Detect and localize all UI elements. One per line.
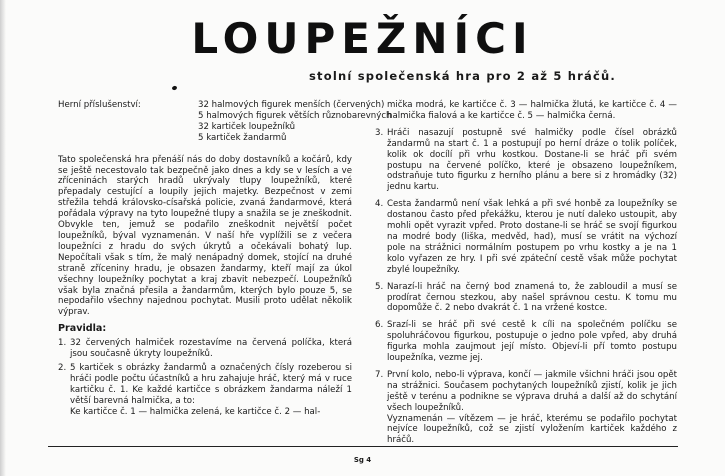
rule-number: 1. (58, 338, 67, 349)
rule-item (375, 199, 677, 275)
rule-item (375, 320, 677, 364)
rule-number: 4. (375, 199, 384, 210)
rule-number: 3. (375, 127, 384, 138)
rule-text: Cesta žandarmů není však lehká a při své honbě za loupežníky se dostanou často před překážku, kterou je nutí daleko ustoupit, aby mohli opět vyrazit vpřed. Proto dostane-li se hráč se svojí figurkou na modré body (liška, medvěd, had), musí se vrátit na výchozí pole na strážnici normálním postupem po vrhu kostky a je na 1 kolo vyřazen ze hry. I při své zpáteční cestě však může pochytat zbylé loupežníky. (387, 199, 677, 275)
accessory-item: 5 halmových figurek větších různobarevných (198, 110, 392, 121)
rules-heading: Pravidla: (58, 323, 107, 335)
intro-paragraph: Tato společenská hra přenáší nás do doby dostavníků a kočárů, kdy se ještě necestovalo tak bezpečně jako dnes a kdy se v lesích a ve zříceninách starých hradů ukrývaly tlupy loupežníků, které přepadaly cestující a loupily jejich majetky. Bezpečnost v zemi střežila tehdá královsko-císařská policie, zvaná žandarmové, která pořádala výpravy na tyto loupežné tlupy a snažila se je zneškodnit. Obvykle ten, jemuž se podařilo zneškodnit největší počet loupežníků, býval vyznamenán. V naší hře vyplížili se z večera loupežníci z hradu do svých úkrytů a očekávali bohatý lup. Nepočítali však s tím, že malý nenápadný domek, stojící na druhé straně zříceniny hradu, je obsazen žandarmy, kteří mají za úkol všechny loupežníky pochytat a kraj zbavit nebezpečí. Loupežníků však byla značná přesila a žandarmům, kterých bylo pouze 5, se nepodařilo všechny najednou pochytat. Musili proto udělat několik výprav. (58, 154, 352, 318)
rule-number: 2. (58, 362, 67, 373)
rule-text: Hráči nasazují postupně své halmičky podle čísel obrázků žandarmů na start č. 1 a postupují po herní dráze o tolik políček, kolik ok docílí při vrhu kostkou. Dostane-li se hráč při svém postupu na červené políčko, které je obsazeno loupežníkem, odstraňuje tuto figurku z herního plánu a bere si z hromádky (32) jednu kartu. (387, 127, 677, 193)
bottom-divider (48, 446, 678, 447)
rule-text: 32 červených halmiček rozestavíme na červená políčka, která jsou současně úkryty loupežníků. (70, 338, 352, 360)
rule-number: 6. (375, 320, 384, 331)
accessories-items (198, 100, 392, 144)
rule-item (375, 370, 677, 414)
rule-item (58, 338, 352, 360)
rule-text: Srazí-li se hráč při své cestě k cíli na společném políčku se spoluhráčovou figurkou, postupuje o jedno pole vpřed, aby druhá figurka mohla zaujmout její místo. Objeví-li pří tomto postupu loupežníka, vezme jej. (387, 320, 677, 364)
page-folio: Sg 4 (353, 456, 372, 464)
accessory-item: 32 kartiček loupežníků (198, 121, 296, 132)
right-column (375, 100, 677, 446)
rule-continuation: Vyznamenán — vítězem — je hráč, kterému se podařilo pochytat nejvíce loupežníků, což se zjistí vyložením kartiček každého z hráčů. (387, 413, 677, 446)
rule-continuation: Ke kartičce č. 1 — halmička zelená, ke kartičce č. 2 — hal- (70, 406, 321, 417)
left-column (58, 100, 392, 417)
rule-text: Narazí-li hráč na černý bod znamená to, že zabloudil a musí se prodírat černou stezkou, aby našel správnou cestu. K tomu mu dopomůže č. 2 nebo dvakrát č. 1 na vržené kostce. (387, 281, 677, 314)
rule-item (375, 128, 677, 193)
accessory-item: 32 halmových figurek menších (červených) (198, 100, 385, 110)
accessories-label: Herní příslušenství: (58, 100, 141, 110)
ink-dot (171, 85, 177, 90)
accessory-item: 5 kartiček žandarmů (198, 132, 287, 143)
rule-number: 5. (375, 281, 384, 292)
page-title: LOUPEŽNÍCI (191, 14, 534, 63)
rule-number: 7. (375, 369, 384, 380)
rule-continuation: mička modrá, ke kartičce č. 3 — halmička žlutá, ke kartičce č. 4 — halmička fialová a ke kartičce č. 5 — halmička černá. (387, 100, 677, 121)
rule-text: První kolo, nebo-li výprava, končí — jakmile všichni hráči jsou opět na strážnici. Současem pochytaných loupežníků zjistí, kolik je jich ještě v terénu a podnikne se výprava druhá a další až do schytání všech loupežníků. (387, 369, 677, 413)
rule-item (58, 363, 352, 407)
rule-item (375, 282, 677, 315)
page-edge-shadow (0, 0, 6, 476)
page-subtitle: stolní společenská hra pro 2 až 5 hráčů. (309, 69, 616, 83)
accessories-list (58, 100, 392, 144)
rule-text: 5 kartiček s obrázky žandarmů a označených čísly rozeberou si hráči podle počtu účastníků a hru zahajuje hráč, který má v ruce kartičku č. 1. Ke každé kartičce s obrázkem žandarma náleží 1 větší barevná halmička, a to: (70, 362, 352, 406)
